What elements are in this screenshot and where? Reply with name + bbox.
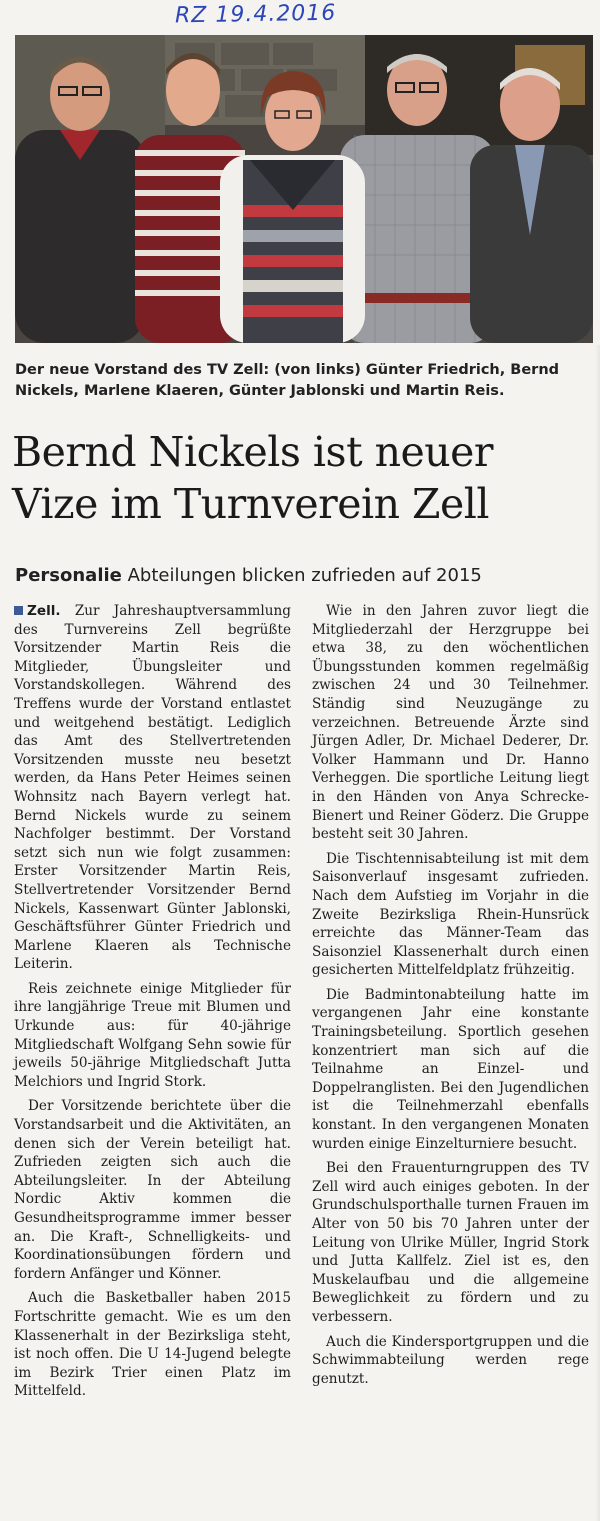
article-paragraph: Bei den Frauenturngruppen des TV Zell wird auch einiges geboten. In der Grundschulsporthalle turnen Frauen im Alter von 50 bis 70 Jahren unter der Leitung von Ulrike Müller, Ingrid Stork und Jutta Kallfelz. Ziel ist es, den Muskelaufbau und die allgemeine Beweglichkeit zu fördern und zu verbessern.: [312, 1160, 589, 1325]
article-column-right: [312, 602, 589, 1394]
article-column-left: [14, 602, 291, 1407]
article-paragraph: Der Vorsitzende berichtete über die Vorstandsarbeit und die Aktivitäten, an denen sich der Verein beteiligt hat. Zufrieden zeigten sich auch die Abteilungsleiter. In der Abteilung Nordic Aktiv kommen die Gesundheitsprogramme immer besser an. Die Kraft-, Schnelligkeits- und Koordinationsübungen fördern und fordern Anfänger und Könner.: [14, 1098, 291, 1282]
group-photo: [15, 35, 593, 343]
headline-line-2: Vize im Turnverein Zell: [12, 480, 489, 528]
article-paragraph: Die Badmintonabteilung hatte im vergangenen Jahr eine konstante Trainingsbeteilung. Sportlich gesehen konzentriert man sich auf die Teilnahme an Einzel- und Doppelranglisten. Bei den Jugendlichen ist die Teilnehmerzahl ebenfalls konstant. In den vergangenen Monaten wurden einige Einzelturniere besucht.: [312, 986, 589, 1152]
article-headline: [12, 426, 597, 530]
article-paragraph: Auch die Basketballer haben 2015 Fortschritte gemacht. Wie es um den Klassenerhalt in der Bezirksliga steht, ist noch offen. Die U 14-Jugend belegte im Bezirk Trier einen Platz im Mittelfeld.: [14, 1290, 291, 1400]
page-edge-shadow: [595, 345, 600, 1521]
photo-caption: Der neue Vorstand des TV Zell: (von links) Günter Friedrich, Bernd Nickels, Marlene Klaeren, Günter Jablonski und Martin Reis.: [15, 362, 560, 399]
handwritten-date-note: RZ 19.4.2016: [174, 0, 337, 29]
headline-line-1: Bernd Nickels ist neuer: [12, 428, 494, 476]
article-paragraph: Zell. Zur Jahreshauptversammlung des Turnvereins Zell begrüßte Vorsitzender Martin Reis die Mitglieder, Übungsleiter und Vorstandskollegen. Während des Treffens wurde der Vorstand entlastet und weitgehend bestätigt. Lediglich das Amt des Stellvertretenden Vorsitzenden musste neu besetzt werden, da Hans Peter Heimes seinen Wohnsitz nach Bayern verlegt hat. Bernd Nickels wurde zu seinem Nachfolger bestimmt. Der Vorstand setzt sich nun wie folgt zusammen: Erster Vorsitzender Martin Reis, Stellvertretender Vorsitzender Bernd Nickels, Kassenwart Günter Jablonski, Geschäftsführer Günter Friedrich und Marlene Klaeren als Technische Leiterin.: [14, 603, 291, 973]
article-paragraph: Auch die Kindersportgruppen und die Schwimmabteilung werden rege genutzt.: [312, 1333, 589, 1387]
subhead-kicker: Personalie: [15, 565, 122, 586]
article-subhead: [15, 565, 593, 586]
dateline-square-icon: [14, 606, 23, 615]
article-paragraph: Reis zeichnete einige Mitglieder für ihre langjährige Treue mit Blumen und Urkunde aus: für 40-jährige Mitgliedschaft Wolfgang Sehn sowie für jeweils 50-jährige Mitgliedschaft Jutta Melchiors und Ingrid Stork.: [14, 980, 291, 1090]
dateline: Zell.: [27, 603, 61, 619]
article-paragraph: Die Tischtennisabteilung ist mit dem Saisonverlauf insgesamt zufrieden. Nach dem Aufstieg im Vorjahr in die Zweite Bezirksliga Rhein-Hunsrück erreichte das Männer-Team das Saisonziel Klassenerhalt durch einen gesicherten Mittelfeldplatz frühzeitig.: [312, 850, 589, 979]
article-paragraph: Wie in den Jahren zuvor liegt die Mitgliederzahl der Herzgruppe bei etwa 38, zu den wöchentlichen Übungsstunden kommen regelmäßig zwischen 24 und 30 Teilnehmer. Ständig sind Neuzugänge zu verzeichnen. Betreuende Ärzte sind Jürgen Adler, Dr. Michael Dederer, Dr. Volker Hammann und Dr. Hanno Verheggen. Die sportliche Leitung liegt in den Händen von Anya Schrecke-Bienert und Reiner Göderz. Die Gruppe besteht seit 30 Jahren.: [312, 603, 589, 843]
subhead-text: Abteilungen blicken zufrieden auf 2015: [127, 565, 482, 586]
group-photo-illustration: [15, 35, 593, 343]
